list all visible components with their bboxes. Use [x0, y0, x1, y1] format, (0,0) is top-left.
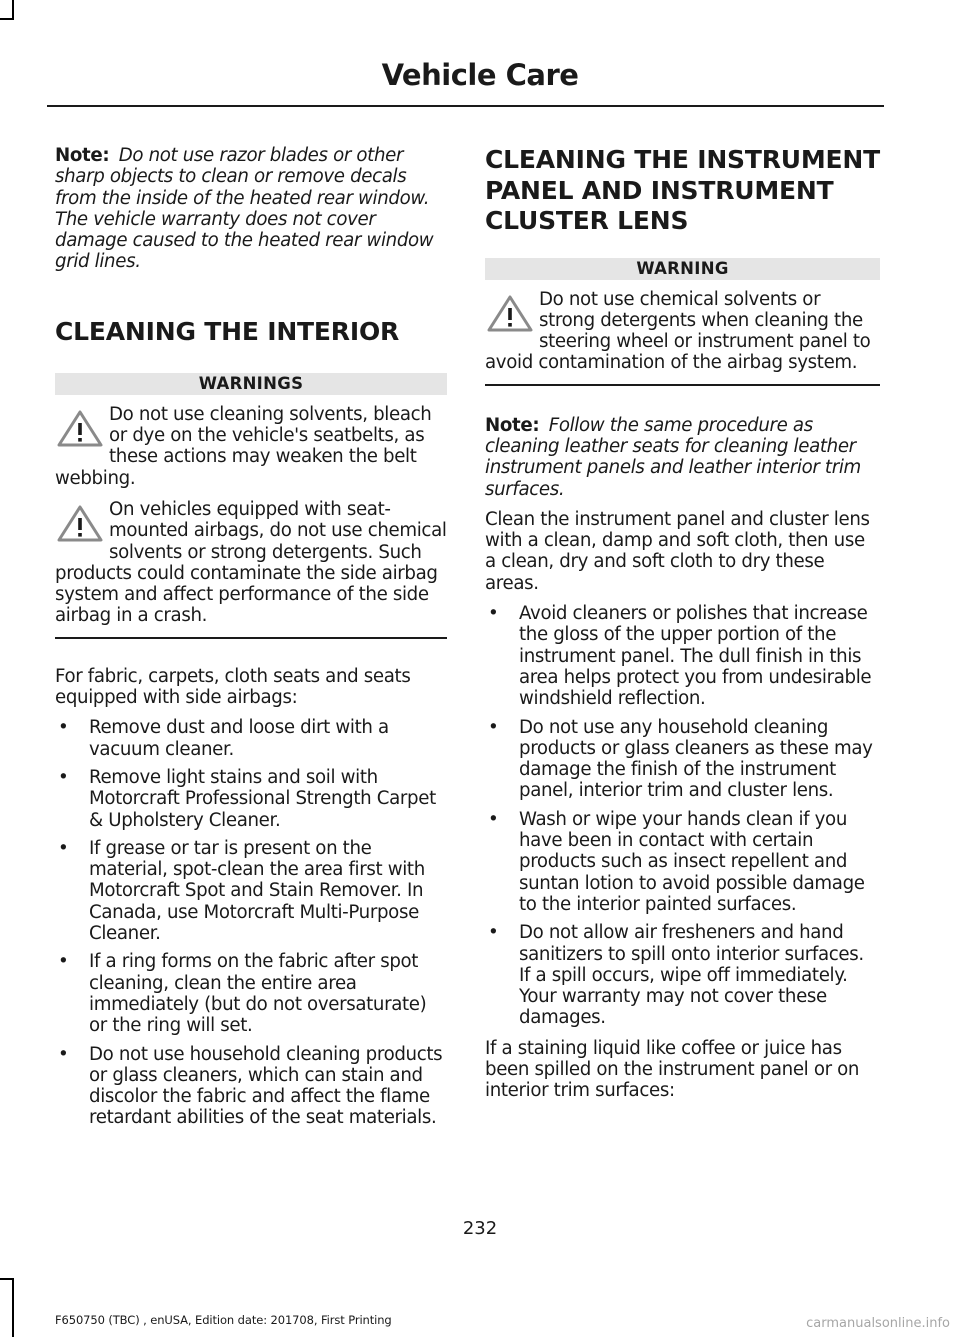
bullet-icon: •: [58, 717, 69, 739]
note-label: Note:: [55, 145, 110, 166]
bullet-icon: •: [58, 837, 69, 859]
warning-triangle-icon: [55, 503, 105, 543]
warning-text: On vehicles equipped with seat-mounted airbags, do not use chemical solvents or strong detergents. Such products could contaminate the side airbag system and affect performance of the side airbag in a crash.: [55, 498, 447, 627]
watermark: carmanualsonline.info: [806, 1316, 950, 1331]
note-label: Note:: [485, 414, 540, 436]
warnings-heading: WARNINGS: [55, 373, 447, 395]
warnings-end-rule: [55, 637, 447, 639]
warning-heading: WARNING: [485, 258, 880, 280]
cleaning-bullet-list: [55, 717, 447, 1128]
crop-mark: [0, 1278, 14, 1280]
section-title-instrument-panel: CLEANING THE INSTRUMENT PANEL AND INSTRUMENT CLUSTER LENS: [485, 145, 880, 235]
list-item: • Do not allow air fresheners and hand sanitizers to spill onto interior surfaces. If a spill occurs, wipe off immediately. Your warranty may not cover these damages.: [488, 922, 864, 1029]
warning-item: [55, 404, 447, 489]
crop-mark: [12, 1278, 14, 1337]
section-title-cleaning-interior: CLEANING THE INTERIOR: [55, 316, 400, 346]
header-rule: [47, 105, 884, 107]
bullet-icon: •: [488, 603, 499, 625]
list-item: • Do not use any household cleaning products or glass cleaners as these may damage the finish of the instrument panel, interior trim and cluster lens.: [488, 716, 873, 802]
list-item: • If grease or tar is present on the material, spot-clean the area first with Motorcraft Spot and Stain Remover. In Canada, use Motorcraft Multi-Purpose Cleaner.: [58, 837, 425, 945]
warning-item: [485, 289, 880, 374]
note-leather: [485, 415, 880, 500]
warning-triangle-icon: [55, 408, 105, 448]
intro-paragraph: For fabric, carpets, cloth seats and seats equipped with side airbags:: [55, 665, 411, 709]
right-column: [485, 145, 880, 1102]
warning-text: Do not use chemical solvents or strong detergents when cleaning the steering wheel or instrument panel to avoid contamination of the airbag system.: [485, 288, 871, 374]
bullet-icon: •: [58, 951, 69, 973]
warning-triangle-icon: [485, 293, 535, 333]
warning-item: [55, 499, 447, 627]
paragraph-staining-liquid: If a staining liquid like coffee or juice has been spilled on the instrument panel or on interior trim surfaces:: [485, 1037, 860, 1102]
list-item: • Wash or wipe your hands clean if you have been in contact with certain products such as insect repellent and suntan lotion to avoid possible damage to the interior painted surfaces.: [488, 808, 865, 915]
bullet-icon: •: [58, 1043, 69, 1065]
page-title: Vehicle Care: [381, 58, 579, 92]
list-item: • Remove dust and loose dirt with a vacuum cleaner.: [58, 717, 389, 760]
warning-text: Do not use cleaning solvents, bleach or dye on the vehicle's seatbelts, as these actions may weaken the belt webbing.: [55, 403, 432, 489]
note-text: Do not use razor blades or other sharp objects to clean or remove decals from the inside of the heated rear window. The vehicle warranty does not cover damage caused to the heated rear window grid lines.: [55, 145, 434, 273]
bullet-icon: •: [58, 766, 69, 788]
page-number: 232: [462, 1218, 498, 1239]
list-item: • Avoid cleaners or polishes that increase the gloss of the upper portion of the instrument panel. The dull finish in this area helps protect you from undesirable windshield reflection.: [488, 603, 872, 710]
list-item: • Do not use household cleaning products or glass cleaners, which can stain and discolor the fabric and affect the flame retardant abilities of the seat materials.: [58, 1043, 443, 1129]
bullet-icon: •: [488, 808, 499, 830]
warning-end-rule: [485, 384, 880, 386]
paragraph-clean-panel: Clean the instrument panel and cluster lens with a clean, damp and soft cloth, then use a clean, dry and soft cloth to dry these areas.: [485, 508, 870, 594]
bullet-icon: •: [488, 922, 499, 944]
left-column: [55, 145, 447, 1129]
panel-bullet-list: [485, 603, 880, 1029]
crop-mark: [0, 18, 14, 20]
note-heated-window: [55, 145, 447, 273]
list-item: • If a ring forms on the fabric after spot cleaning, clean the entire area immediately (but do not oversaturate) or the ring will set.: [58, 951, 427, 1037]
footer-edition: F650750 (TBC) , enUSA, Edition date: 201708, First Printing: [55, 1313, 392, 1327]
note-text: Follow the same procedure as cleaning leather seats for cleaning leather instrument panels and leather interior trim surfaces.: [485, 414, 861, 500]
list-item: • Remove light stains and soil with Motorcraft Professional Strength Carpet & Upholstery Cleaner.: [58, 766, 436, 831]
bullet-icon: •: [488, 716, 499, 738]
crop-mark: [12, 0, 14, 20]
